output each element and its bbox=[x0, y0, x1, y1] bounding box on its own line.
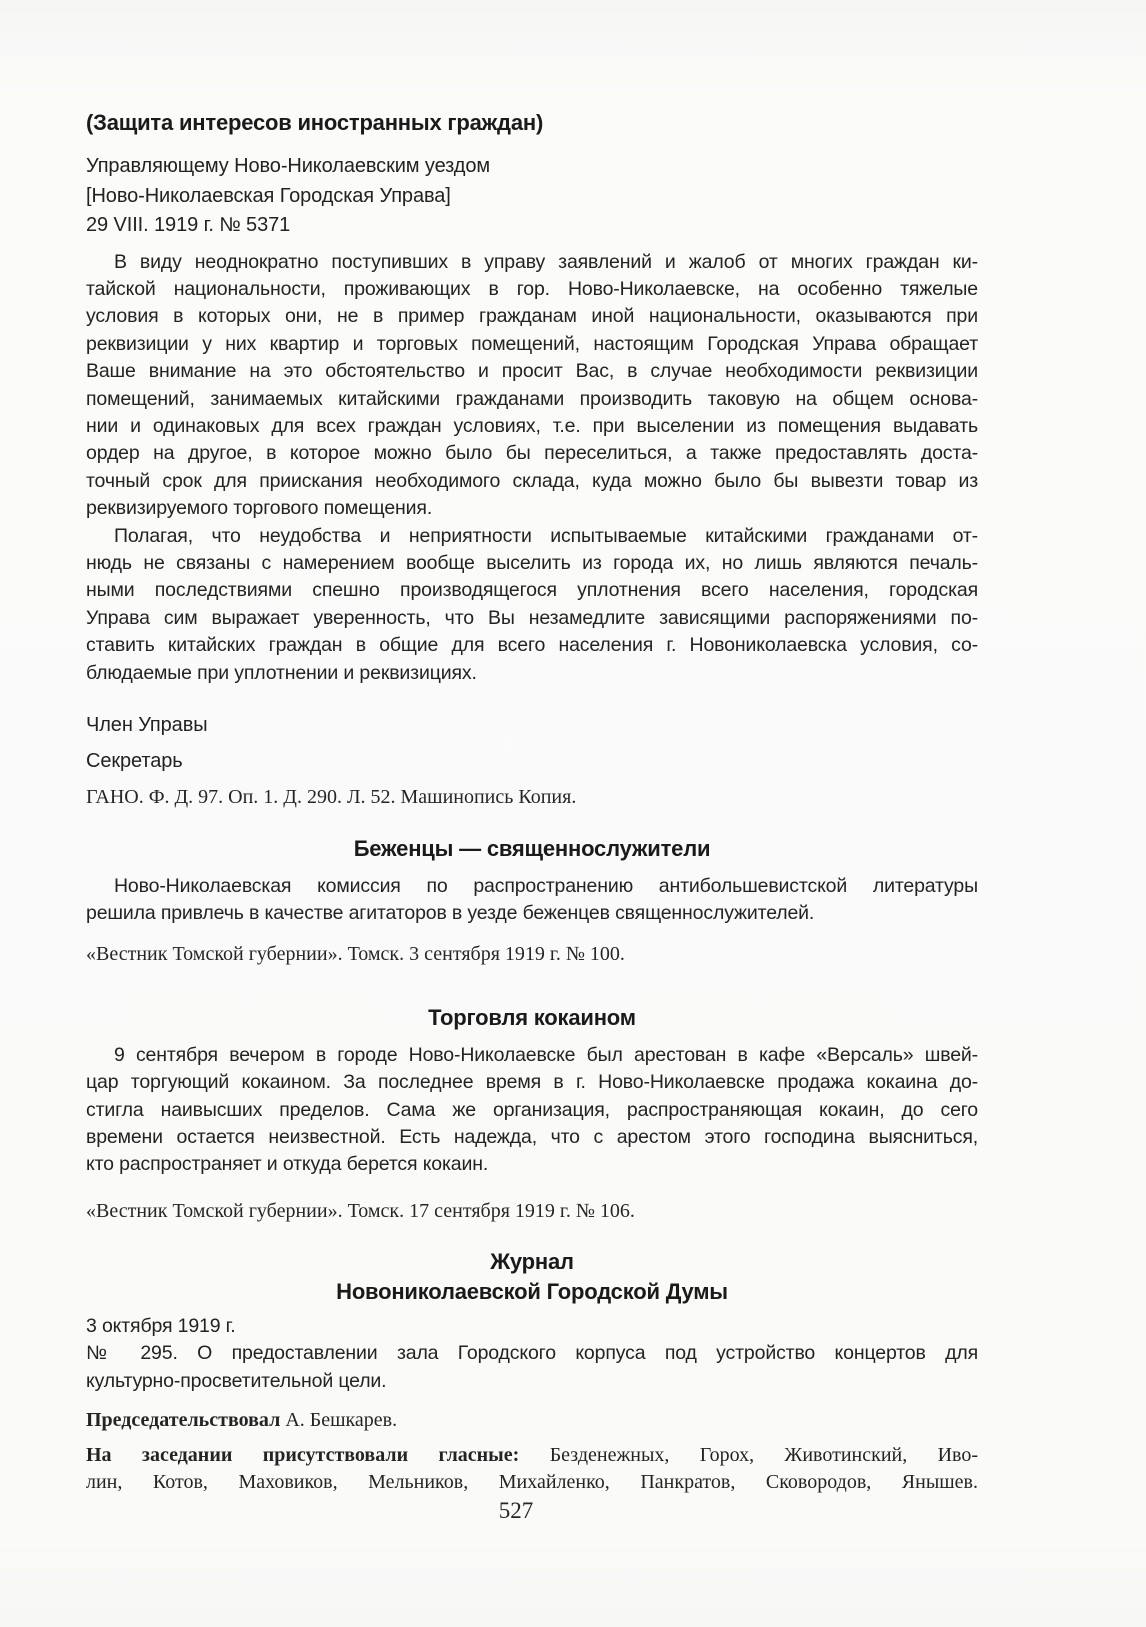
doc3-source: «Вестник Томской губернии». Томск. 17 сентября 1919 г. № 106. bbox=[86, 1199, 635, 1222]
doc4-title-line-1: Журнал bbox=[490, 1248, 574, 1274]
doc4-chairman-line bbox=[86, 1407, 978, 1435]
text-line: нии и одинаковых для всех граждан условиях, т.е. при выселении из помещения выдавать bbox=[86, 414, 978, 437]
text-column bbox=[86, 110, 978, 1497]
doc1-paragraph-1 bbox=[86, 249, 978, 523]
text-line: условия в которых они, не в пример гражданам иной национальности, оказываются при bbox=[86, 305, 978, 328]
text-line: точный срок для приискания необходимого склада, куда можно было бы вывезти товар из bbox=[86, 469, 978, 492]
doc2-source: «Вестник Томской губернии». Томск. 3 сентября 1919 г. № 100. bbox=[86, 942, 625, 965]
text-line: реквизируемого торгового помещения. bbox=[86, 497, 433, 520]
doc4-chairman-label: Председательствовал bbox=[86, 1409, 281, 1432]
text-line: тайской национальности, проживающих в гор. Ново-Николаевске, на особенно тяжелые bbox=[86, 277, 978, 300]
doc2-title: Беженцы — священнослужители bbox=[353, 836, 711, 861]
doc4-title-line-2: Новониколаевской Городской Думы bbox=[336, 1278, 728, 1304]
page-number: 527 bbox=[498, 1498, 534, 1523]
text-line: Полагая, что неудобства и неприятности испытываемые китайскими гражданами от- bbox=[114, 524, 978, 547]
doc4-date: 3 октября 1919 г. bbox=[86, 1314, 236, 1337]
doc1-signature-member: Член Управы bbox=[86, 714, 208, 736]
doc4-attendees-label: На заседании присутствовали гласные: bbox=[86, 1443, 520, 1466]
text-line: помещений, занимаемых китайскими гражданами производить таковую на общем основа- bbox=[86, 387, 978, 410]
text-line: реквизиции у них квартир и торговых помещений, настоящим Городская Управа обращает bbox=[86, 332, 978, 355]
doc4-title bbox=[86, 1247, 978, 1307]
text-line: Управа сим выражает уверенность, что Вы незамедлите зависящими распоряжениями по- bbox=[86, 606, 978, 629]
doc3-paragraph bbox=[86, 1042, 978, 1179]
text-line: В виду неоднократно поступивших в управу заявлений и жалоб от многих граждан ки- bbox=[114, 250, 978, 273]
doc1-signature-secretary: Секретарь bbox=[86, 750, 183, 772]
document-3 bbox=[86, 1004, 978, 1225]
text-line: нюдь не связаны с намерением вообще выселить из города их, но лишь являются печаль- bbox=[86, 551, 978, 574]
doc4-chairman-name: А. Бешкарев. bbox=[280, 1409, 398, 1432]
text-line: Ново-Николаевская комиссия по распространению антибольшевистской литературы bbox=[114, 875, 978, 897]
doc4-subject bbox=[86, 1340, 978, 1395]
doc1-title: (Защита интересов иностранных граждан) bbox=[86, 110, 544, 135]
text-line: времени остается неизвестной. Есть надежда, что с арестом этого господина выясниться, bbox=[86, 1126, 978, 1149]
text-line: ставить китайских граждан в общие для всего населения г. Новониколаевска условия, со- bbox=[86, 634, 978, 657]
doc4-attendees-names-1: Безденежных, Горох, Животинский, Иво- bbox=[519, 1443, 979, 1466]
text-line: 29 VIII. 1919 г. № 5371 bbox=[86, 214, 291, 236]
document-2 bbox=[86, 835, 978, 968]
doc4-attendees-line-2: лин, Котов, Маховиков, Мельников, Михайленко, Панкратов, Сковородов, Янышев. bbox=[86, 1471, 978, 1494]
doc2-paragraph bbox=[86, 873, 978, 928]
text-line: 9 сентября вечером в городе Ново-Николаевске был арестован в кафе «Версаль» швей- bbox=[114, 1043, 978, 1066]
text-line: цар торгующий кокаином. За последнее время в г. Ново-Николаевске продажа кокаина до- bbox=[86, 1071, 978, 1094]
doc4-attendees bbox=[86, 1442, 978, 1497]
text-line: стигла наивысших пределов. Сама же организация, распространяющая кокаин, до сего bbox=[86, 1098, 978, 1121]
text-line: кто распространяет и откуда берется кокаин. bbox=[86, 1153, 489, 1176]
text-line: Управляющему Ново-Николаевским уездом bbox=[86, 155, 491, 177]
text-line: Ваше внимание на это обстоятельство и просит Вас, в случае необходимости реквизиции bbox=[86, 360, 978, 383]
doc1-addressee-block bbox=[86, 152, 978, 241]
doc1-paragraph-2 bbox=[86, 523, 978, 687]
text-line: [Ново-Николаевская Городская Управа] bbox=[86, 184, 451, 207]
text-line: ордер на другое, в которое можно было бы переселиться, а также предоставлять доста- bbox=[86, 442, 978, 465]
document-1 bbox=[86, 110, 978, 811]
text-line: блюдаемые при уплотнении и реквизициях. bbox=[86, 661, 477, 684]
doc4-attendees-line-1 bbox=[86, 1442, 978, 1470]
doc1-archive-source: ГАНО. Ф. Д. 97. Оп. 1. Д. 290. Л. 52. Машинопись Копия. bbox=[86, 786, 577, 808]
text-line: решила привлечь в качестве агитаторов в уезде беженцев священнослужителей. bbox=[86, 902, 815, 925]
doc3-title: Торговля кокаином bbox=[428, 1004, 636, 1030]
text-line: ными последствиями спешно производящегося уплотнения всего населения, городская bbox=[86, 579, 978, 602]
text-line: № 295. О предоставлении зала Городского корпуса под устройство концертов для bbox=[86, 1342, 978, 1365]
document-4 bbox=[86, 1247, 978, 1497]
text-line: культурно-просветительной цели. bbox=[86, 1369, 387, 1392]
